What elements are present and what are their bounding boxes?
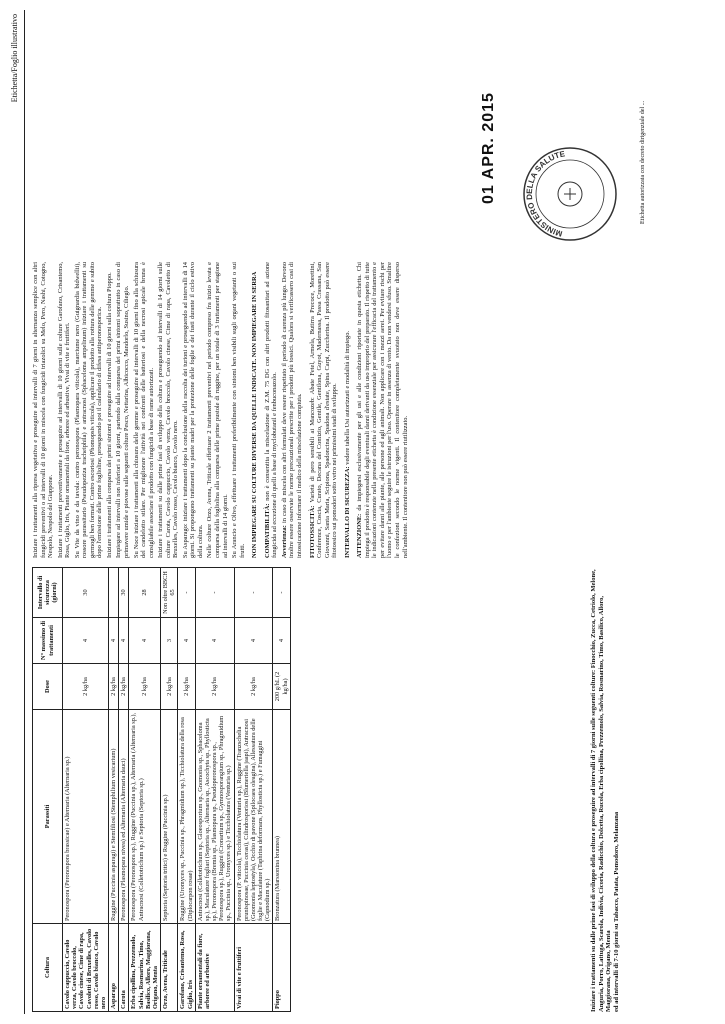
cell-crop: Cavolo cappuccio, Cavolo verza, Cavolo broccolo, Cavolo cinese, Cime di rapa, Cavoletti di Bruxelles, Cavolo rosso, Cavolo bianco, Cavolo nero — [63, 924, 109, 1012]
attention-label: ATTENZIONE: — [356, 513, 364, 558]
paragraph: Su Asparago: iniziare i trattamenti dopo la conclusione della raccolta dei turioni e proseguendo ad intervalli di 14 giorni. Si propongono trattamenti su piante madri per la protezione delle foglie e dei fusti durante il ciclo estivo della coltura. — [181, 262, 204, 558]
table-row — [195, 568, 234, 1012]
compat-label: COMPATIBILITÀ: — [263, 503, 271, 558]
cell-max: 4 — [273, 618, 290, 664]
table-row — [119, 568, 129, 1012]
cell-max: 4 — [195, 618, 234, 664]
cell-max: 4 — [129, 618, 161, 664]
ministry-seal-icon — [520, 144, 620, 244]
cell-crop: Carota — [119, 924, 129, 1012]
cell-interval: - — [195, 568, 234, 618]
paragraph: Su Noce iniziare i trattamenti alla chiusura delle gemme e proseguire ad intervalli di 10 giorni fino alla schiusura del candelotto stilare. Per migliorare l'attività nei confronti delle batteriosi e della necrosi apicale bruna è consigliabile associare il prodotto con fungicidi a base di rame autorizzati. — [132, 262, 155, 558]
cell-crop: Asparago — [109, 924, 119, 1012]
paragraph: Impiegare ad intervalli non inferiori a 10 giorni, partendo dalla comparsa dei primi sintomi soprattutto in caso di primavere umide e piovose sulle seguenti colture Pesco, Nettarina, Albicocco, Mandorlo, Susino, Ciliegio. — [115, 262, 131, 558]
cell-max: 4 — [109, 618, 119, 664]
instructions-column — [32, 262, 411, 558]
cell-pests: Peronospora (Peronospora brassicae) e Alternaria (Alternaria sp.) — [63, 710, 109, 924]
col-header-dose: Dose — [33, 664, 63, 710]
attention-paragraph — [356, 262, 409, 558]
bottom-note-text-2: ed ad intervalli di 7-10 giorni su Tabacco, Patata, Pomodoro, Melanzana — [612, 811, 620, 1012]
cell-max: 4 — [119, 618, 129, 664]
paragraph: Iniziare i trattamenti alla ripresa vegetativa e proseguire ad intervalli di 7 giorni in alternanza semplice con altri fungicidi preventivi o ad intervalli di 10 giorni in miscela con fungicidi triazolici su Melo, Pero, Nashi, Cotogno, Nespolo, Nespolo del Giappone. — [32, 262, 55, 558]
compat-paragraph — [264, 262, 279, 558]
cell-dose: 2 kg/ha — [63, 664, 109, 710]
table-row — [109, 568, 119, 1012]
cell-crop: Pioppo — [273, 924, 290, 1012]
cell-interval: 30 — [63, 568, 109, 618]
attention-text: da impiegarsi esclusivamente per gli usi e alle condizioni riportate in questa etichetta. Chi impiega il prodotto è responsabile degli eventuali danni derivanti da uso improprio del preparato. Il rispetto di tutte le indicazioni contenute nella presente etichetta è condizione essenziale per assicurare l'efficacia del trattamento e per evitare danni alle piante, alle persone ed agli animali. Non applicare con i mezzi aerei. Per evitare rischi per l'uomo e per l'ambiente seguire le istruzioni per l'uso. Operare in assenza di vento. Da non vendersi sfuso. Smaltire le confezioni secondo le norme vigenti. Il contenitore completamente svuotato non deve essere disperso nell'ambiente. Il contenitore non può essere riutilizzato. — [356, 262, 409, 558]
avv-text: in caso di miscela con altri formulati deve essere rispettato il periodo di carenza più lungo. Devono inoltre essere osservate le norme precauzionali prescritte per i prodotti più tossici. Qualora si verificassero casi di intossicazione informare il medico della miscelazione compiuta. — [280, 262, 303, 558]
cell-dose: 2 kg/ha — [129, 664, 161, 710]
bottom-note-text: Iniziare i trattamenti su dalle prime fasi di sviluppo della coltura e proseguire ad intervalli di 7 giorni sulle seguenti colture: Finocchio, Zucca, Cetriolo, Melone, Anguria, Porro, Lattuga, Scarola, Indivia, Cicoria, Radicchio, Dolcetta, Rucola, Erba cipollina, Prezzemolo, Salvia, Rosmarino, Timo, Basilico, Alloro, Maggiorana, Origano, Menta — [590, 569, 613, 1012]
table-row — [178, 568, 195, 1012]
cell-pests: Ruggine (Uromyces sp., Puccinia sp., Phragmidium sp.), Ticchiolatura della rosa (Diplocarpon rosae) — [178, 710, 195, 924]
paragraph: Iniziare i trattamenti alla comparsa dei primi sintomi e proseguire ad intervalli di 10 giorni sulla coltura Pioppo. — [105, 272, 113, 558]
paragraph: Su Vite da vino e da tavola: contro peronospora (Plasmopara viticola), marciume nero (Guignardia bidwellii), rossore parassitario (Pseudopeziza tracheiphila) e antracnosi (Sphaceloma ampelinum) iniziare i trattamenti su germogli ben formati. Contro escoriosi (Phomopsis viticola), applicare il prodotto alla rottura delle gemme e subito dopo l'emissione delle prime foglioline, proseguendo poi il calendario di difesa antiperonosporica. — [73, 262, 104, 558]
warning-heading: NON IMPIEGARE SU COLTURE DIVERSE DA QUELLE INDICATE. NON IMPIEGARE IN SERRA — [251, 271, 259, 558]
avv-paragraph — [281, 262, 304, 558]
cell-crop: Garofano, Crisantemo, Rosa, Giglio, Iris — [178, 924, 195, 1012]
fito-label: FITOTOSSICITÀ: — [308, 505, 316, 558]
cell-crop: Vivai di vite e fruttiferi — [234, 924, 273, 1012]
header-right: Etichetta/Foglio illustrativo — [10, 14, 19, 103]
table-row — [63, 568, 109, 1012]
col-header-max-trattamenti: N° massimo di trattamenti — [33, 618, 63, 664]
cell-pests: Ruggine (Puccinia asparagi) e Stemfiliosi (Stemphilium vesicarium) — [109, 710, 119, 924]
cell-crop: Piante ornamentali da fiore, arboree ed arbustive — [195, 924, 234, 1012]
cell-dose: 2 kg/ha — [178, 664, 195, 710]
cell-dose: 2 kg/ha — [161, 664, 178, 710]
paragraph: Nelle colture Orzo, Avena, Triticale effettuare 2 trattamenti preventivi nel periodo compreso fra inizio levata e comparsa della fogliolina alla comparsa delle prime pustole di ruggine, per un totale di 3 trattamenti per stagione ad intervalli di 14 giorni. — [206, 262, 229, 558]
approval-date: 01 APR. 2015 — [480, 92, 497, 204]
cell-interval: 30 — [119, 568, 129, 618]
paragraph: Iniziare i trattamenti preventivamente e proseguire ad intervalli di 10 giorni sulle colture Garofano, Crisantemo, Rosa, Giglio, Iris, Piante ornamentali da fiore, arboree ed arbustive, Vivai di vite e fruttiferi. — [56, 262, 72, 558]
cell-max: 3 — [161, 618, 178, 664]
cell-dose: 2 kg/ha — [234, 664, 273, 710]
cell-crop: Erba cipollina, Prezzemolo, Salvia, Rosmarino, Timo, Basilico, Alloro, Maggiorana, Origano, Menta — [129, 924, 161, 1012]
cell-interval — [109, 568, 119, 618]
cell-interval: - — [234, 568, 273, 618]
col-header-parassiti: Parassiti — [33, 710, 63, 924]
bottom-note — [590, 568, 621, 1012]
cell-pests: Peronospora (P. viticola), Ticchiolatura (Venturia sp.), Ruggine (Tranzschelia prunispinosae, Puccinia cerasi), Cilindrosporiosi (Blumeriella jaapi), Antracnosi (Gnomonia leptostyla), Occhio di pavone (Spilocaea oleagina), Allessatura delle foglie e Maculature (Taphrina deformans, Phyllosticta sp.) e Fumaggini (Capnodium sp.) — [234, 710, 273, 924]
avv-label: Avvertenza: — [280, 525, 288, 558]
cell-crop: Orzo, Avena, Triticale — [161, 924, 178, 1012]
cell-dose: 2 kg/ha — [195, 664, 234, 710]
cell-dose: 2 kg/ha — [119, 664, 129, 710]
table-row — [129, 568, 161, 1012]
col-header-intervallo: Intervallo di sicurezza (giorni) — [33, 568, 63, 618]
cell-max: 4 — [63, 618, 109, 664]
seal-text: MINISTERO DELLA SALUTE — [524, 149, 566, 239]
decree-note: Etichetta autorizzata con decreto dirigenziale del ... — [640, 100, 646, 224]
fito-paragraph — [309, 262, 339, 558]
table-row — [234, 568, 273, 1012]
table-row — [161, 568, 178, 1012]
cell-dose: 2 kg/ha — [109, 664, 119, 710]
cell-pests: Septoria (Septoria tritici) e Ruggine (Puccinia sp.) — [161, 710, 178, 924]
paragraph: Su Arancio e Olivo, effettuare i trattamenti preferibilmente con sintomi ben visibili sugli organi vegetanti o sui frutti. — [231, 262, 246, 558]
interval-text: vedere tabella Usi autorizzati e modalità di impiego. — [343, 330, 351, 465]
fito-text: Varietà di pero sensibili ai Mancozeb: Abate Fetel, Armela, Butirra Precoce, Morettini, Conference, Coscia, Curato, Decana del Comizio, Gentile, Gentilona, Guyot, Madernassa, Passa Crassana, San Giovanni, Santa Maria, Scipiona, Spadoncina, Spadona d'estate, Spina Carpi, Zuccherina. Il prodotto può essere fitotossico sui pomodori sotto vetro nei primissimi stadi di sviluppo. — [308, 261, 339, 558]
cell-interval: 28 — [129, 568, 161, 618]
cell-interval: - — [178, 568, 195, 618]
cell-dose: 200 g/hL (2 kg/ha) — [273, 664, 290, 710]
cell-pests: Peronospora (Plasmopara nivea) ed Alternaria (Alternaria dauci) — [119, 710, 129, 924]
compat-text: non è consentita la miscelazione di Z.M. 75 DG con altri prodotti fitosanitari ad azione fungicida ad eccezione di quelli a base di myclobutanil e fenbuconazolo. — [263, 262, 279, 558]
usage-table — [32, 567, 291, 1012]
paragraph: Iniziare i trattamenti su dalle prime fasi di sviluppo della coltura e proseguendo ad intervalli di 14 giorni sulle colture Carota, Cavolo cappuccio, Cavolo verza, Cavolo broccolo, Cavolo cinese, Cime di rapa, Cavoletto di Bruxelles, Cavolo rosso, Cavolo bianco, Cavolo nero. — [157, 262, 180, 558]
cell-pests: Peronospora (Peronospora sp.), Ruggine (Puccinia sp.), Alternaria (Alternaria sp.), Antracnosi (Colletotrichum sp.) e Septoria (Septoria sp.) — [129, 710, 161, 924]
cell-max: 4 — [234, 618, 273, 664]
svg-text:MINISTERO DELLA SALUTE — [525, 149, 566, 238]
cell-max: 4 — [178, 618, 195, 664]
cell-interval: - — [273, 568, 290, 618]
cell-pests: Antracnosi (Colletotrichum sp., Gloeosporium sp., Gnomonia sp., Sphaceloma sp.), Maculature fogliari (Septoria sp., Alternaria sp., Ascochyta sp., Phyllosticta sp.), Peronospora (Bremia sp., Plasmopara sp., Pseudoperonospora sp., Peronospora sp.), Ruggini (Cronartium sp., Gymnosporangium sp., Phragmidium sp., Puccinia sp., Uromyces sp.) e Ticchiolatura (Venturia sp.) — [195, 710, 234, 924]
cell-pests: Bronzatura (Marssonina brunnea) — [273, 710, 290, 924]
cell-interval: Non oltre BBCH 65 — [161, 568, 178, 618]
interval-paragraph — [344, 262, 352, 558]
table-row — [273, 568, 290, 1012]
header-rule — [24, 10, 25, 1014]
col-header-coltura: Coltura — [33, 924, 63, 1012]
interval-label: INTERVALLO DI SICUREZZA: — [343, 466, 351, 558]
